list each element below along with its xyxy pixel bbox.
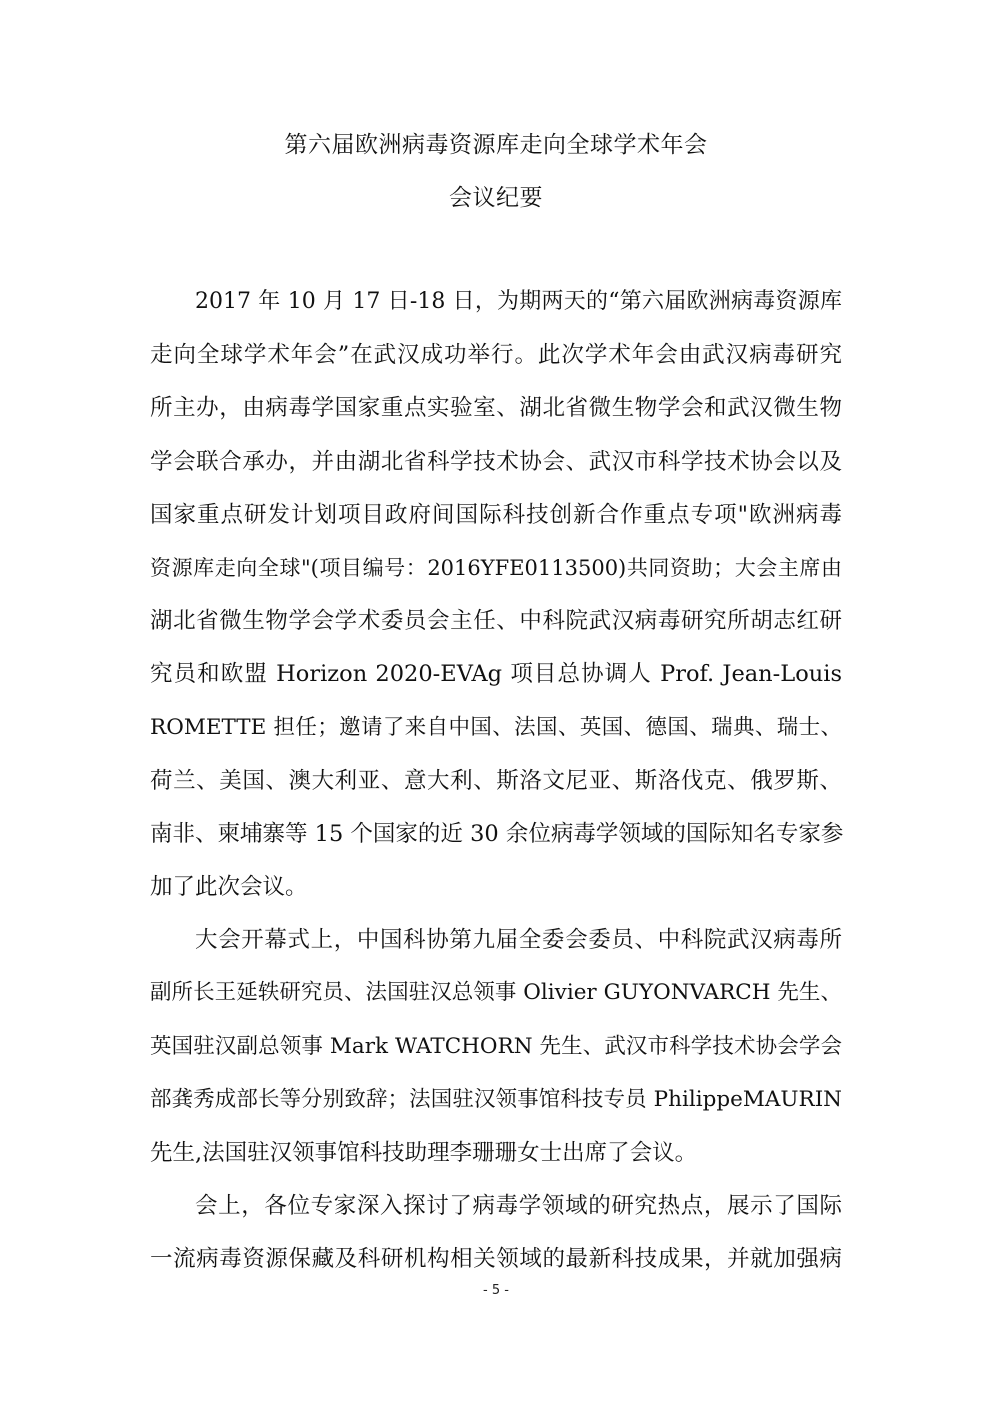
paragraph-line: 荷兰、美国、澳大利亚、意大利、斯洛文尼亚、斯洛伐克、俄罗斯、	[150, 767, 842, 794]
paragraph-line: 会上，各位专家深入探讨了病毒学领域的研究热点，展示了国际	[195, 1193, 842, 1220]
paragraph-line: 一流病毒资源保藏及科研机构相关领域的最新科技成果，并就加强病	[150, 1246, 842, 1273]
paragraph-line: 南非、柬埔寨等 15 个国家的近 30 余位病毒学领域的国际知名专家参	[150, 820, 844, 847]
paragraph-line: 英国驻汉副总领事 Mark WATCHORN 先生、武汉市科学技术协会学会	[150, 1033, 842, 1059]
paragraph-line: 部龚秀成部长等分别致辞；法国驻汉领事馆科技专员 PhilippeMAURIN	[150, 1086, 842, 1112]
paragraph-line: 国家重点研发计划项目政府间国际科技创新合作重点专项"欧洲病毒	[150, 501, 842, 528]
paragraph-line: 2017 年 10 月 17 日-18 日，为期两天的“第六届欧洲病毒资源库	[195, 289, 842, 314]
paragraph-line: 先生,法国驻汉领事馆科技助理李珊珊女士出席了会议。	[150, 1140, 698, 1166]
document-body	[150, 284, 842, 1295]
paragraph-line: 大会开幕式上，中国科协第九届全委会委员、中科院武汉病毒所	[195, 927, 842, 954]
paragraph-line: 学会联合承办，并由湖北省科学技术协会、武汉市科学技术协会以及	[150, 448, 842, 475]
paragraph-line: 所主办，由病毒学国家重点实验室、湖北省微生物学会和武汉微生物	[150, 395, 842, 422]
page-number: - 5 -	[483, 1283, 509, 1298]
document-title: 第六届欧洲病毒资源库走向全球学术年会	[284, 132, 708, 158]
paragraph-line: 资源库走向全球"(项目编号：2016YFE0113500)共同资助；大会主席由	[150, 555, 842, 580]
document-subtitle: 会议纪要	[449, 185, 543, 211]
paragraph-line: 加了此次会议。	[150, 874, 308, 901]
paragraph-line: 走向全球学术年会”在武汉成功举行。此次学术年会由武汉病毒研究	[150, 342, 842, 369]
paragraph-line: 副所长王延轶研究员、法国驻汉总领事 Olivier GUYONVARCH 先生、	[150, 980, 842, 1006]
paragraph-line: 湖北省微生物学会学术委员会主任、中科院武汉病毒研究所胡志红研	[150, 608, 842, 635]
paragraph-line: 究员和欧盟 Horizon 2020-EVAg 项目总协调人 Prof. Jean-Louis	[150, 661, 842, 688]
paragraph-line: ROMETTE 担任；邀请了来自中国、法国、英国、德国、瑞典、瑞士、	[150, 714, 842, 740]
